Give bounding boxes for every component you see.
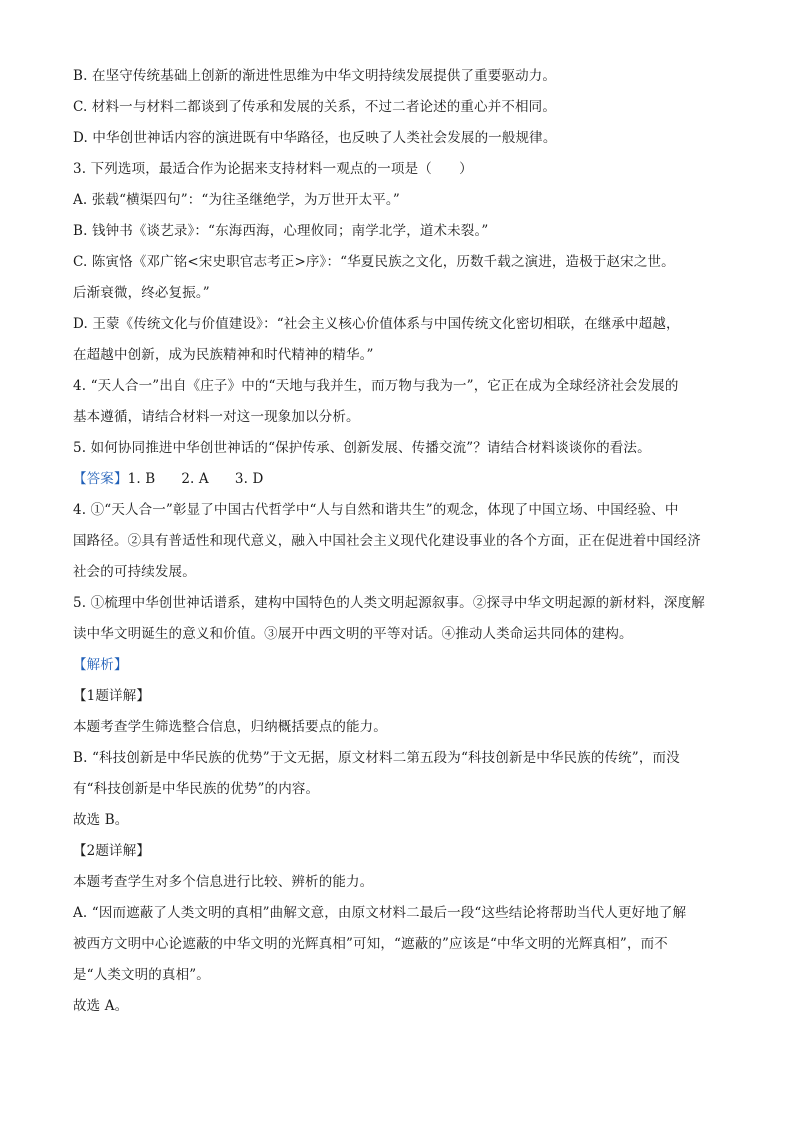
detail-1-b-line-2: 有“科技创新是中华民族的优势”的内容。 bbox=[73, 781, 320, 797]
detail-1-heading: 【1题详解】 bbox=[73, 688, 150, 704]
option-c-line: C. 材料一与材料二都谈到了传承和发展的关系，不过二者论述的重心并不相同。 bbox=[73, 99, 556, 115]
q3-option-d-cont: 在超越中创新，成为民族精神和时代精神的精华。” bbox=[73, 347, 374, 363]
option-d-line: D. 中华创世神话内容的演进既有中华路径，也反映了人类社会发展的一般规律。 bbox=[73, 130, 557, 146]
q3-option-a: A. 张载“横渠四句”：“为往圣继绝学，为万世开太平。” bbox=[73, 192, 400, 208]
question-3: 3. 下列选项，最适合作为论据来支持材料一观点的一项是（ ） bbox=[73, 161, 473, 177]
detail-2-a-line-2: 被西方文明中心论遮蔽的中华文明的光辉真相”可知，“遮蔽的”应该是“中华文明的光辉真相”，而不 bbox=[73, 936, 668, 952]
answer-tag: 【答案】 bbox=[73, 471, 128, 487]
detail-2-a-line-1: A. “因而遮蔽了人类文明的真相”曲解文意，由原文材料二最后一段“这些结论将帮助当代人更好地了解 bbox=[73, 905, 687, 921]
q3-option-b: B. 钱钟书《谈艺录》：“东海西海，心理攸同；南学北学，道术未裂。” bbox=[73, 223, 489, 239]
document-page bbox=[73, 61, 728, 1022]
option-b-line: B. 在坚守传统基础上创新的渐进性思维为中华文明持续发展提供了重要驱动力。 bbox=[73, 68, 557, 84]
analysis-tag: 【解析】 bbox=[73, 657, 128, 673]
answer-5-line-1: 5. ①梳理中华创世神话谱系，建构中国特色的人类文明起源叙事。②探寻中华文明起源的新材料，深度解 bbox=[73, 595, 705, 611]
answer-4-line-3: 社会的可持续发展。 bbox=[73, 564, 196, 580]
detail-2-a-line-3: 是“人类文明的真相”。 bbox=[73, 967, 210, 983]
detail-1-b-line-1: B. “科技创新是中华民族的优势”于文无据，原文材料二第五段为“科技创新是中华民族的传统”，而没 bbox=[73, 750, 680, 766]
q3-option-c-cont: 后渐衰微，终必复振。” bbox=[73, 285, 210, 301]
detail-2-choice: 故选 A。 bbox=[73, 998, 129, 1014]
answer-4-line-2: 国路径。②具有普适性和现代意义，融入中国社会主义现代化建设事业的各个方面，正在促进着中国经济 bbox=[73, 533, 701, 549]
question-4-cont: 基本遵循，请结合材料一对这一现象加以分析。 bbox=[73, 409, 360, 425]
detail-2-text: 本题考查学生对多个信息进行比较、辨析的能力。 bbox=[73, 874, 374, 890]
detail-2-heading: 【2题详解】 bbox=[73, 843, 150, 859]
answer-line bbox=[73, 464, 728, 495]
q3-option-d: D. 王蒙《传统文化与价值建设》：“社会主义核心价值体系与中国传统文化密切相联，在继承中超越， bbox=[73, 316, 680, 332]
question-5: 5. 如何协同推进中华创世神话的“保护传承、创新发展、传播交流”？请结合材料谈谈你的看法。 bbox=[73, 440, 651, 456]
question-4: 4. “天人合一”出自《庄子》中的“天地与我并生，而万物与我为一”，它正在成为全球经济社会发展的 bbox=[73, 378, 679, 394]
answer-1: 1. B bbox=[127, 471, 156, 487]
q3-option-c: C. 陈寅恪《邓广铭<宋史职官志考正>序》：“华夏民族之文化，历数千载之演进，造极于赵宋之世。 bbox=[73, 254, 675, 270]
answer-3: 3. D bbox=[234, 471, 264, 487]
answer-2: 2. A bbox=[181, 471, 209, 487]
answer-5-line-2: 读中华文明诞生的意义和价值。③展开中西文明的平等对话。④推动人类命运共同体的建构。 bbox=[73, 626, 633, 642]
answer-4-line-1: 4. ①“天人合一”彰显了中国古代哲学中“人与自然和谐共生”的观念，体现了中国立场、中国经验、中 bbox=[73, 502, 679, 518]
detail-1-text: 本题考查学生筛选整合信息，归纳概括要点的能力。 bbox=[73, 719, 387, 735]
detail-1-choice: 故选 B。 bbox=[73, 812, 129, 828]
